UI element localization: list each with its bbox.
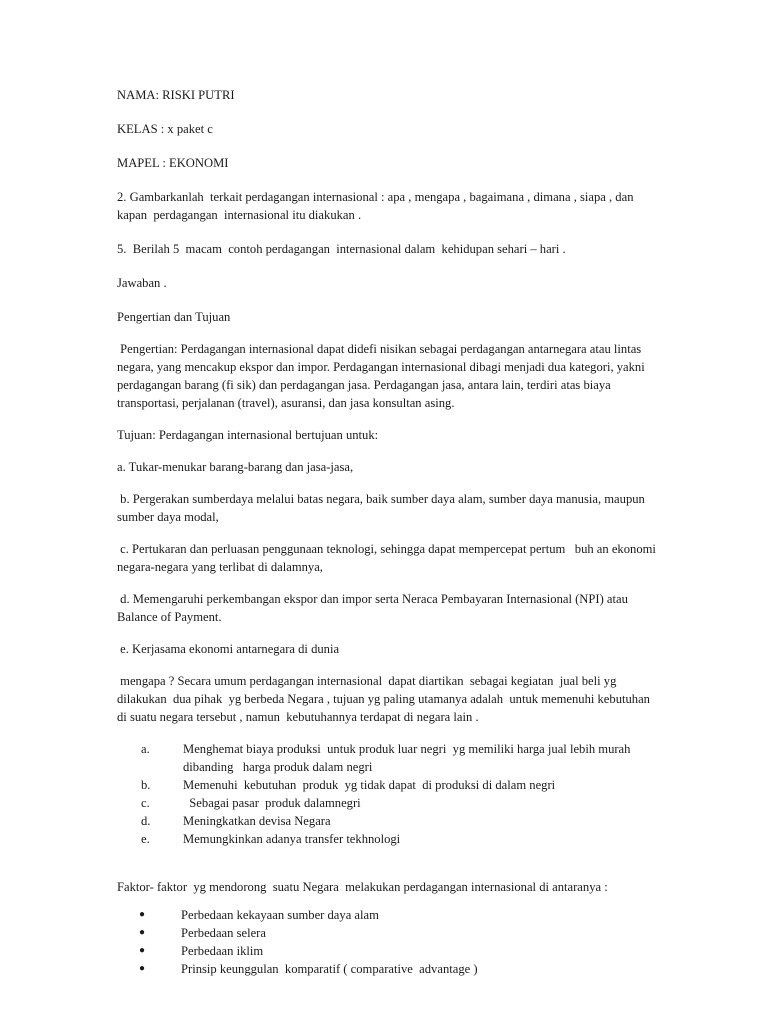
list-item-text: Memungkinkan adanya transfer tekhnologi [183,832,401,846]
list-item [117,906,657,924]
purpose-d: d. Memengaruhi perkembangan ekspor dan impor serta Neraca Pembayaran Internasional (NPI) atau Balance of Payment. [117,592,632,624]
list-item-text: Prinsip keunggulan komparatif ( comparative advantage ) [181,962,478,976]
list-item-text: Menghemat biaya produksi untuk produk luar negri yg memiliki harga jual lebih murah dibanding harga produk dalam negri [183,742,634,774]
list-marker: c. [141,796,150,810]
bullet-icon: ● [139,945,146,956]
purpose-intro: Tujuan: Perdagangan internasional bertujuan untuk: [117,428,379,442]
list-item-text: Perbedaan iklim [181,944,264,958]
subject: MAPEL : EKONOMI [117,156,229,170]
list-item-text: Sebagai pasar produk dalamnegri [183,796,361,810]
why-paragraph: mengapa ? Secara umum perdagangan internasional dapat diartikan sebagai kegiatan jual beli yg dilakukan dua pihak yg berbeda Negara , tujuan yg paling utamanya adalah untuk memenuhi kebutuhan di suatu negara tersebut , namun kebutuhannya terdapat di negara lain . [117,674,654,724]
factors-list [117,906,657,978]
student-class: KELAS : x paket c [117,122,213,136]
list-item [117,812,657,830]
section-title: Pengertian dan Tujuan [117,310,231,324]
answer-label: Jawaban . [117,276,167,290]
list-item-text: Meningkatkan devisa Negara [183,814,331,828]
list-item [117,830,657,848]
list-item [117,740,657,776]
student-name: NAMA: RISKI PUTRI [117,88,235,102]
purpose-a: a. Tukar-menukar barang-barang dan jasa-jasa, [117,460,354,474]
list-item [117,924,657,942]
list-marker: b. [141,778,151,792]
list-marker: a. [141,742,150,756]
list-marker: d. [141,814,151,828]
list-item-text: Memenuhi kebutuhan produk yg tidak dapat di produksi di dalam negri [183,778,556,792]
question-5: 5. Berilah 5 macam contoh perdagangan internasional dalam kehidupan sehari – hari . [117,242,566,256]
question-2: 2. Gambarkanlah terkait perdagangan internasional : apa , mengapa , bagaimana , dimana , siapa , dan kapan perdagangan internasional itu diakukan . [117,190,637,222]
bullet-icon: ● [139,927,146,938]
bullet-icon: ● [139,963,146,974]
factors-intro: Faktor- faktor yg mendorong suatu Negara melakukan perdagangan internasional di antaranya : [117,880,608,894]
list-marker: e. [141,832,150,846]
list-item [117,776,657,794]
purpose-b: b. Pergerakan sumberdaya melalui batas negara, baik sumber daya alam, sumber daya manusia, maupun sumber daya modal, [117,492,648,524]
bullet-icon: ● [139,909,146,920]
document-body [117,86,660,978]
purpose-c: c. Pertukaran dan perluasan penggunaan teknologi, sehingga dapat mempercepat pertum buh an ekonomi negara-negara yang terlibat di dalamnya, [117,542,660,574]
list-item-text: Perbedaan kekayaan sumber daya alam [181,908,379,922]
list-item-text: Perbedaan selera [181,926,266,940]
reasons-list [117,740,657,848]
list-item [117,794,657,812]
list-item [117,960,657,978]
purpose-e: e. Kerjasama ekonomi antarnegara di dunia [117,642,340,656]
definition-paragraph: Pengertian: Perdagangan internasional dapat didefi nisikan sebagai perdagangan antarnegara atau lintas negara, yang mencakup ekspor dan impor. Perdagangan internasional dibagi menjadi dua kategori, yakni perdagangan barang (fi sik) dan perdagangan jasa. Perdagangan jasa, antara lain, terdiri atas biaya transportasi, perjalanan (travel), asuransi, dan jasa konsultan asing. [117,342,648,410]
list-item [117,942,657,960]
